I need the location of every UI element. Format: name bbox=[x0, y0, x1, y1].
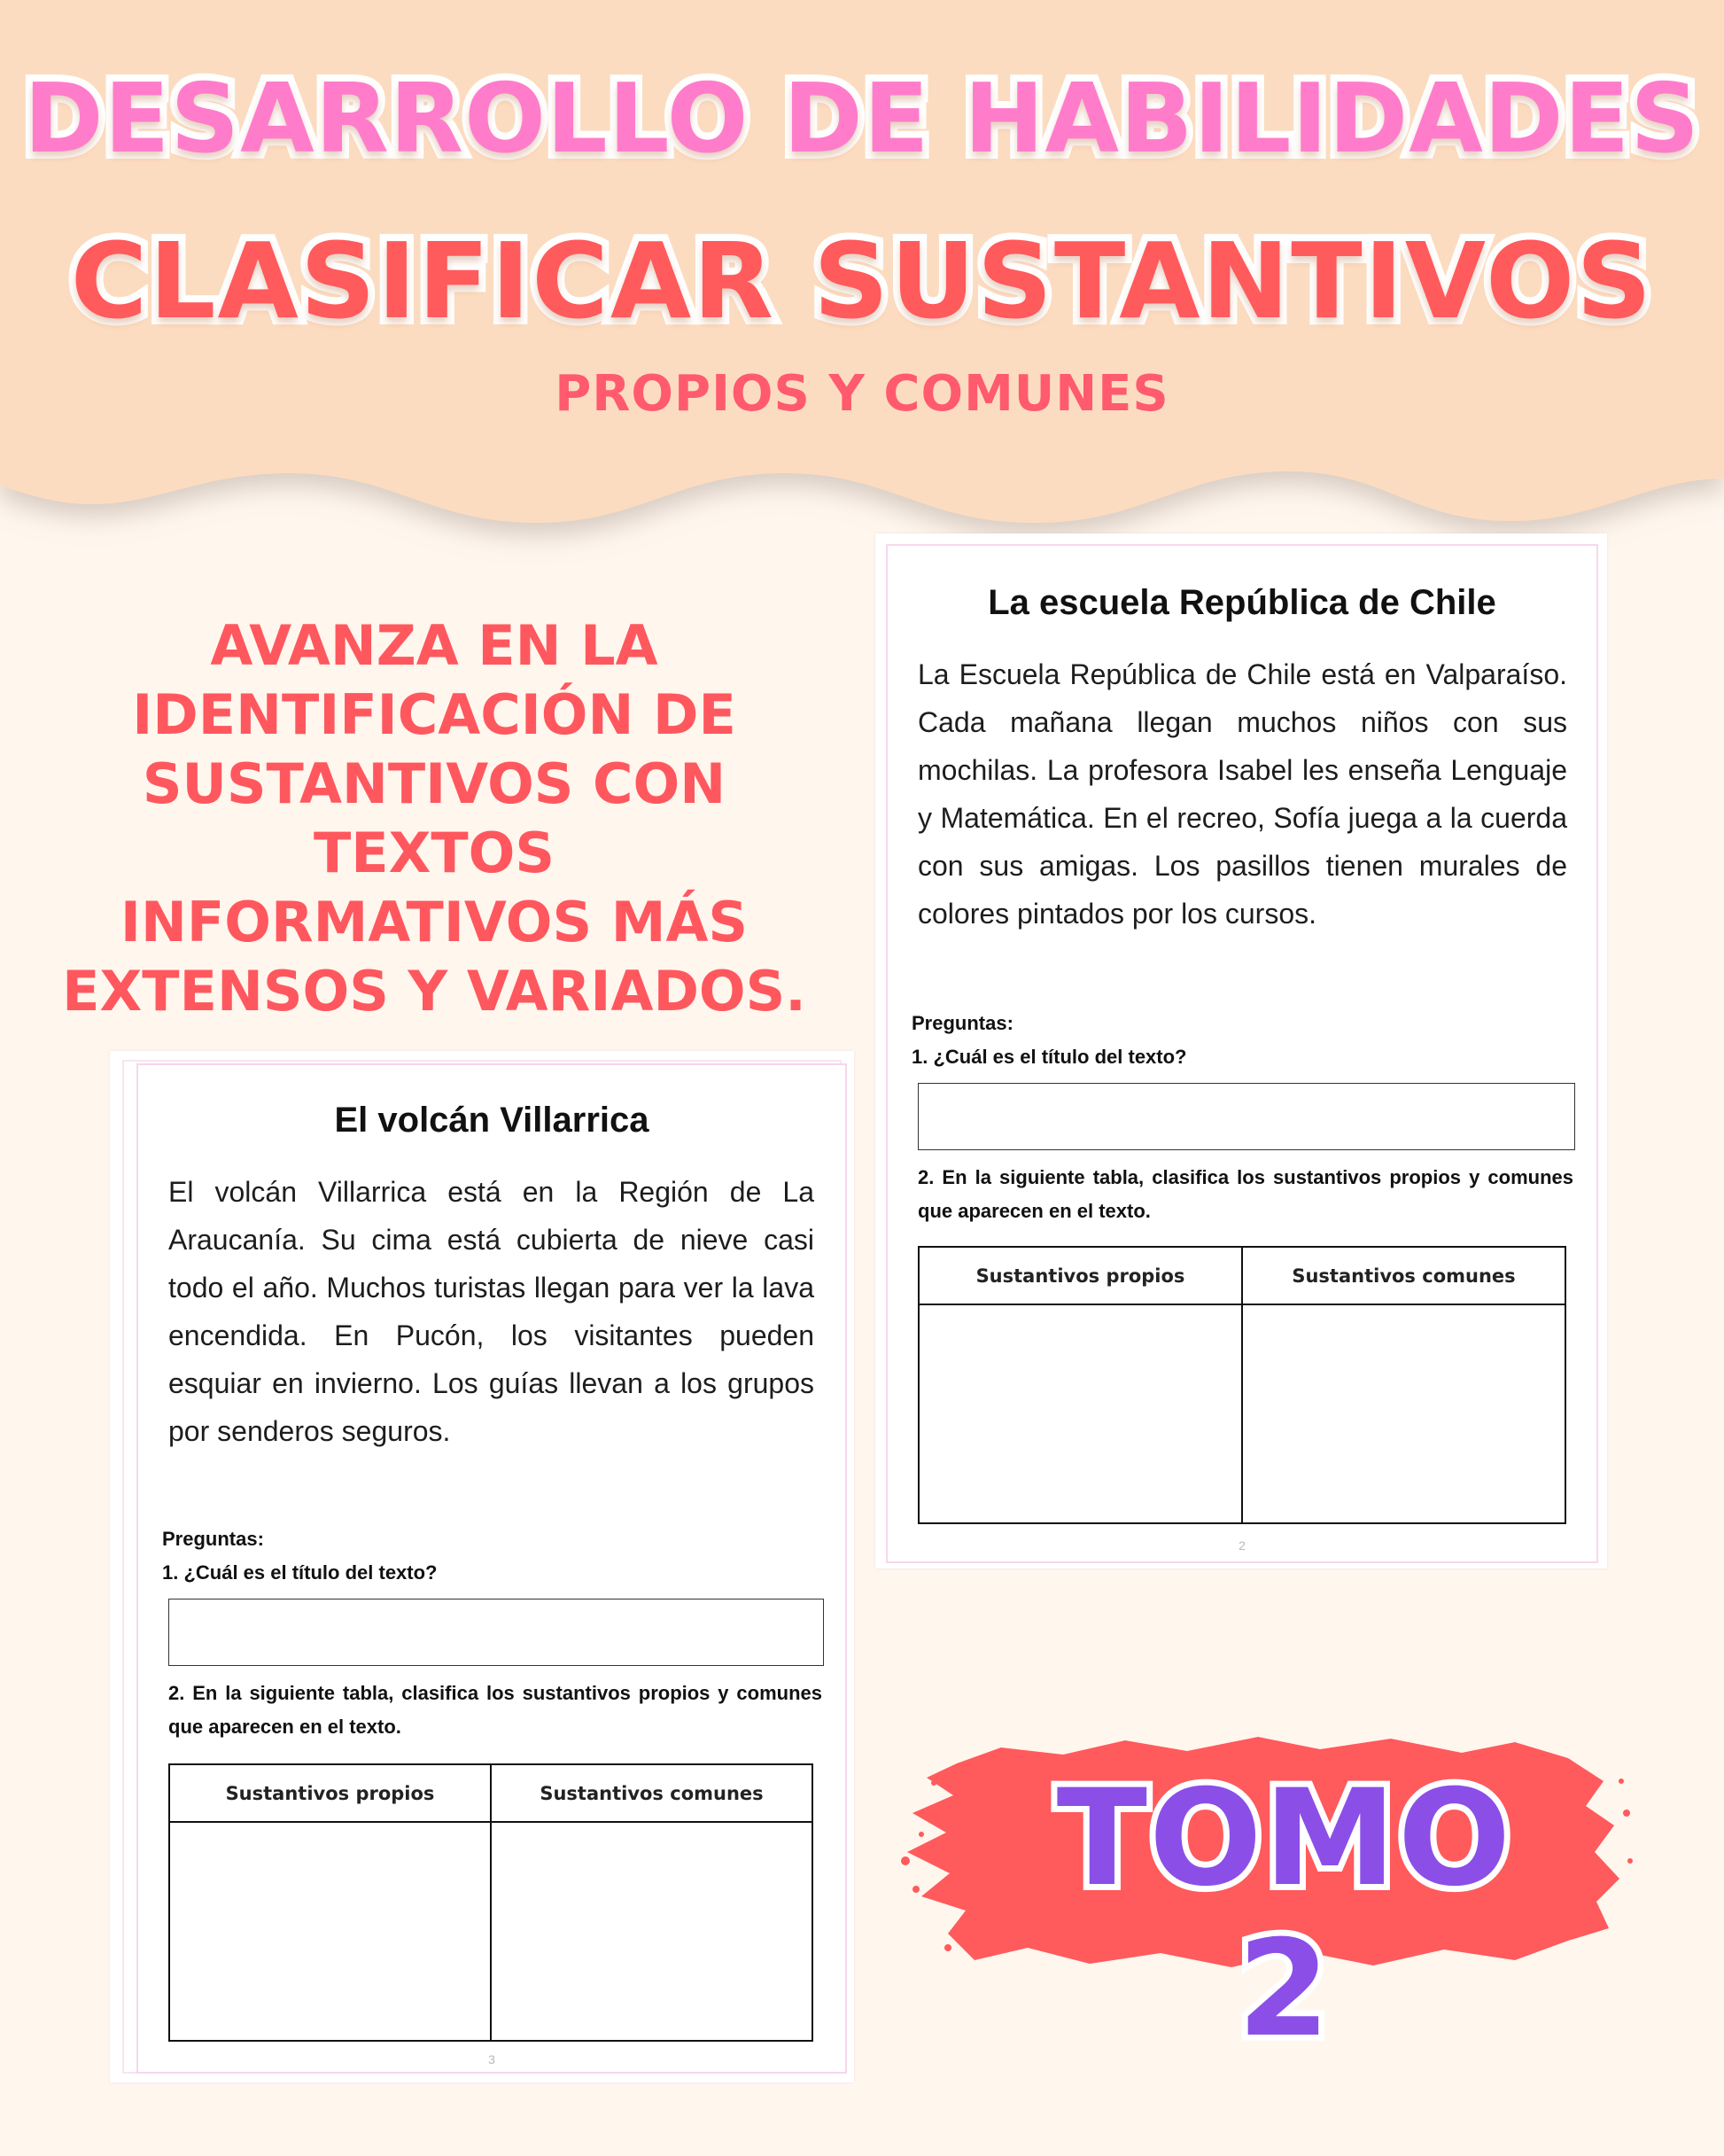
tagline: AVANZA EN LA IDENTIFICACIÓN DE SUSTANTIVOS CON TEXTOS INFORMATIVOS MÁS EXTENSOS Y VARIADOS. bbox=[62, 613, 806, 1024]
worksheet-text: La Escuela República de Chile está en Valparaíso. Cada mañana llegan muchos niños con sus mochilas. La profesora Isabel les enseña Lenguaje y Matemática. En el recreo, Sofía juega a la cuerda con sus amigas. Los pasillos tienen murales de colores pintados por los cursos. bbox=[918, 658, 1567, 930]
page-number: 2 bbox=[1239, 1538, 1246, 1553]
common-nouns-cell[interactable] bbox=[491, 1822, 812, 2041]
worksheet-text: El volcán Villarrica está en la Región de La Araucanía. Su cima está cubierta de nieve casi todo el año. Muchos turistas llegan para ver la lava encendida. En Pucón, los visitantes pueden esquiar en invierno. Los guías llevan a los grupos por senderos seguros. bbox=[168, 1176, 814, 1447]
worksheet-title: El volcán Villarrica bbox=[334, 1101, 649, 1140]
common-nouns-cell[interactable] bbox=[1242, 1304, 1565, 1523]
question-2: 2. En la siguiente tabla, clasifica los sustantivos propios y comunes que aparecen en el texto. bbox=[918, 1166, 1573, 1222]
worksheet-page bbox=[136, 1063, 847, 2074]
noun-classification-table bbox=[168, 1763, 813, 2042]
main-title-line-1: DESARROLLO DE HABILIDADES bbox=[23, 64, 1701, 175]
questions-label: Preguntas: bbox=[912, 1012, 1013, 1034]
questions-label: Preguntas: bbox=[162, 1528, 264, 1550]
noun-classification-table bbox=[918, 1246, 1566, 1524]
title-answer-field[interactable] bbox=[918, 1083, 1575, 1150]
header-common-nouns: Sustantivos comunes bbox=[1242, 1247, 1565, 1304]
worksheet-page bbox=[886, 544, 1598, 1563]
header-proper-nouns: Sustantivos propios bbox=[919, 1247, 1242, 1304]
question-1: 1. ¿Cuál es el título del texto? bbox=[162, 1561, 438, 1584]
proper-nouns-cell[interactable] bbox=[169, 1822, 491, 2041]
question-2: 2. En la siguiente tabla, clasifica los sustantivos propios y comunes que aparecen en el texto. bbox=[168, 1682, 822, 1738]
page-number: 3 bbox=[488, 2052, 495, 2066]
subtitle: PROPIOS Y COMUNES bbox=[555, 365, 1169, 423]
header-common-nouns: Sustantivos comunes bbox=[491, 1764, 812, 1822]
title-answer-field[interactable] bbox=[168, 1599, 824, 1666]
question-1: 1. ¿Cuál es el título del texto? bbox=[912, 1046, 1187, 1068]
proper-nouns-cell[interactable] bbox=[919, 1304, 1242, 1523]
worksheet-title: La escuela República de Chile bbox=[988, 583, 1496, 622]
main-title-line-2: CLASIFICAR SUSTANTIVOS bbox=[70, 220, 1654, 342]
header-proper-nouns: Sustantivos propios bbox=[169, 1764, 491, 1822]
volume-badge-label: TOMO 2 bbox=[1056, 1762, 1513, 2066]
